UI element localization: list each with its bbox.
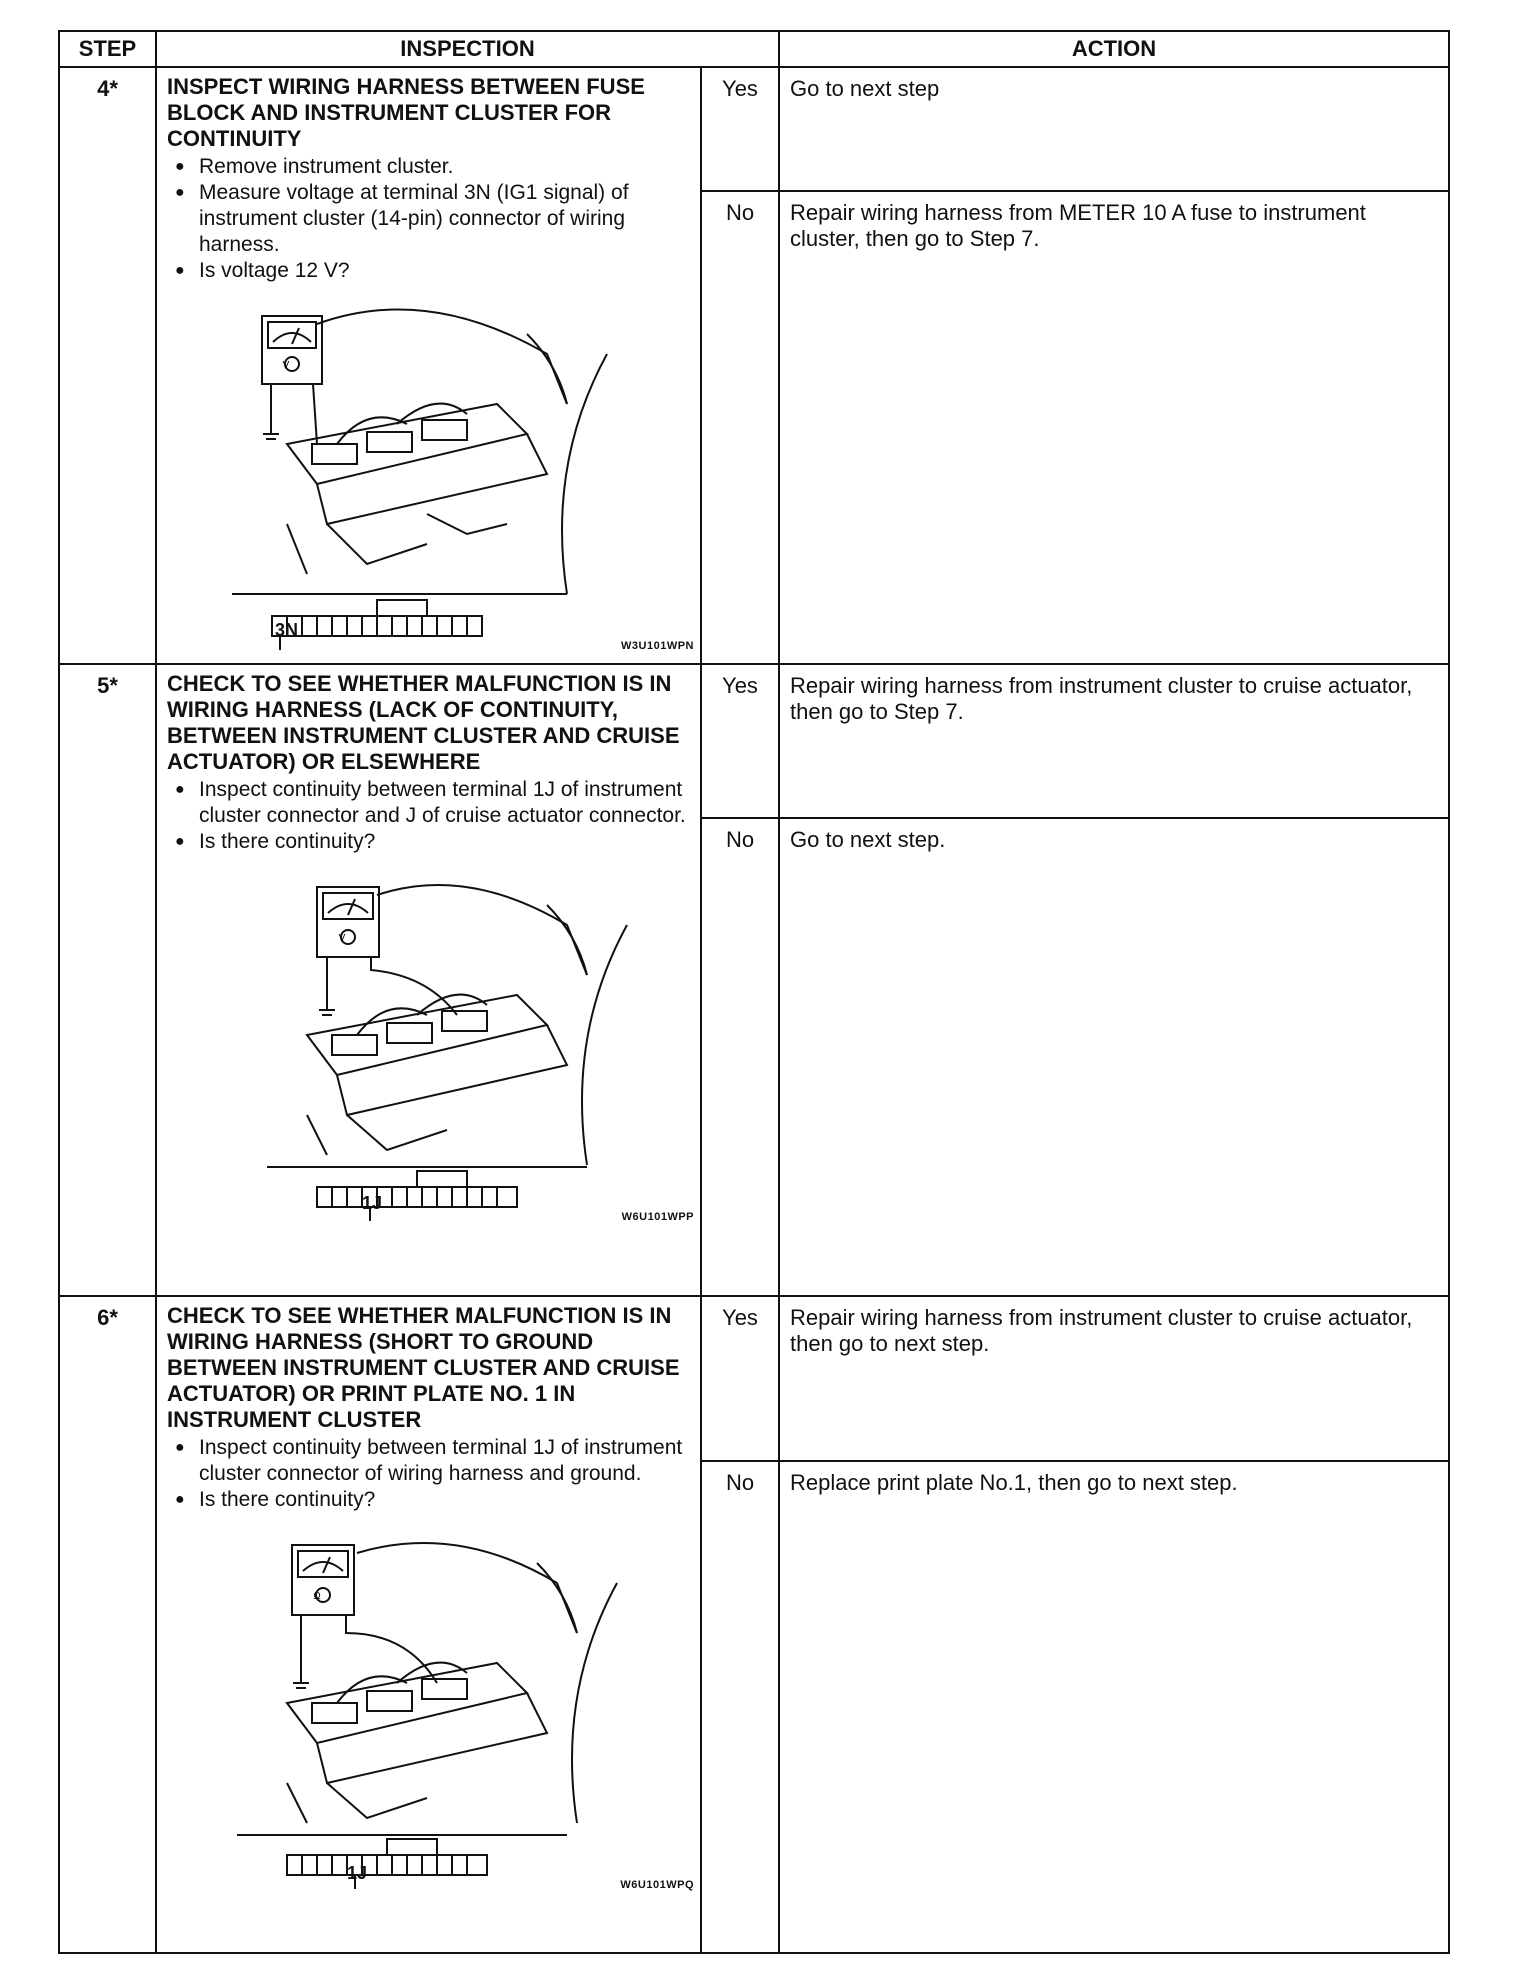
figure-code: W3U101WPN — [621, 640, 694, 652]
inspection-title: INSPECT WIRING HARNESS BETWEEN FUSE BLOCK AND INSTRUMENT CLUSTER FOR CONTINUITY — [167, 74, 645, 151]
header-inspection: INSPECTION — [156, 31, 779, 67]
inspection-steps — [167, 154, 690, 284]
header-step: STEP — [59, 31, 156, 67]
meter-symbol: V — [338, 933, 346, 944]
no-action: Repair wiring harness from METER 10 A fuse to instrument cluster, then go to Step 7. — [779, 191, 1449, 664]
yes-label: Yes — [701, 1296, 779, 1461]
table-row — [59, 67, 1449, 191]
inspection-title: CHECK TO SEE WHETHER MALFUNCTION IS IN WIRING HARNESS (SHORT TO GROUND BETWEEN INSTRUMENT CLUSTER AND CRUISE ACTUATOR) OR PRINT PLATE NO. 1 IN INSTRUMENT CLUSTER — [167, 1303, 680, 1432]
yes-action: Go to next step — [779, 67, 1449, 191]
inspection-steps — [167, 777, 690, 855]
inspection-cell — [156, 67, 701, 664]
figure-code: W6U101WPQ — [620, 1879, 694, 1891]
meter-symbol: Ω — [313, 1591, 321, 1602]
no-action: Replace print plate No.1, then go to next step. — [779, 1461, 1449, 1953]
list-item: ● Is there continuity? — [167, 1487, 690, 1513]
table-row — [59, 664, 1449, 818]
inspection-title: CHECK TO SEE WHETHER MALFUNCTION IS IN WIRING HARNESS (LACK OF CONTINUITY, BETWEEN INSTRUMENT CLUSTER AND CRUISE ACTUATOR) OR ELSEWHERE — [167, 671, 680, 774]
yes-label: Yes — [701, 67, 779, 191]
inspection-cell — [156, 664, 701, 1296]
terminal-label: 1J — [362, 1193, 383, 1213]
no-label: No — [701, 1461, 779, 1953]
list-item: ● Is voltage 12 V? — [167, 258, 690, 284]
list-item: ● Is there continuity? — [167, 829, 690, 855]
ohmmeter-connector-illustration — [167, 865, 692, 1225]
step-number: 4* — [59, 67, 156, 664]
voltmeter-connector-illustration — [167, 294, 692, 654]
diagnostic-table — [58, 30, 1450, 1954]
list-item: ● Inspect continuity between terminal 1J of instrument cluster connector and J of cruise actuator connector. — [167, 777, 690, 829]
terminal-label: 3N — [275, 620, 299, 640]
no-action: Go to next step. — [779, 818, 1449, 1296]
step-number: 5* — [59, 664, 156, 1296]
inspection-figure — [167, 1523, 694, 1893]
ground-continuity-illustration — [167, 1523, 692, 1893]
figure-code: W6U101WPP — [621, 1211, 694, 1223]
inspection-figure — [167, 865, 694, 1225]
step-number: 6* — [59, 1296, 156, 1953]
inspection-cell — [156, 1296, 701, 1953]
header-row — [59, 31, 1449, 67]
yes-action: Repair wiring harness from instrument cluster to cruise actuator, then go to Step 7. — [779, 664, 1449, 818]
header-action: ACTION — [779, 31, 1449, 67]
terminal-label: 1J — [347, 1863, 368, 1883]
yes-action: Repair wiring harness from instrument cluster to cruise actuator, then go to next step. — [779, 1296, 1449, 1461]
list-item: ● Inspect continuity between terminal 1J of instrument cluster connector of wiring harness and ground. — [167, 1435, 690, 1487]
list-item: ● Remove instrument cluster. — [167, 154, 690, 180]
list-item: ● Measure voltage at terminal 3N (IG1 signal) of instrument cluster (14-pin) connector of wiring harness. — [167, 180, 690, 258]
no-label: No — [701, 191, 779, 664]
yes-label: Yes — [701, 664, 779, 818]
no-label: No — [701, 818, 779, 1296]
diagnostic-page — [58, 30, 1448, 1954]
inspection-figure — [167, 294, 694, 654]
meter-symbol: V — [282, 360, 290, 371]
inspection-steps — [167, 1435, 690, 1513]
table-row — [59, 1296, 1449, 1461]
